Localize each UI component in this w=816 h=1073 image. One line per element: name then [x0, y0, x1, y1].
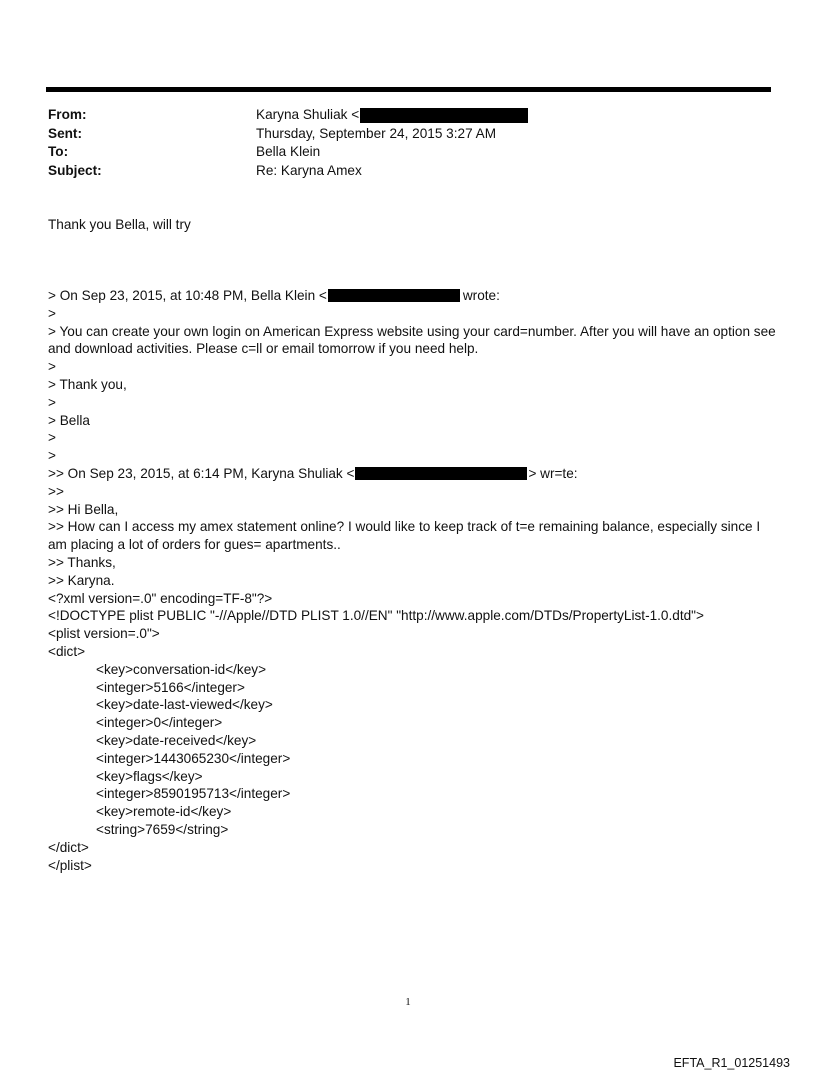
- to-row: [48, 143, 528, 162]
- redaction-box: [328, 289, 460, 302]
- plist-line: <key>date-last-viewed</key>: [96, 697, 273, 713]
- plist-line: <integer>8590195713</integer>: [96, 786, 291, 802]
- email-header: [48, 106, 528, 180]
- quoted-line: >: [48, 305, 56, 321]
- plist-line: </plist>: [48, 857, 92, 873]
- subject-row: [48, 162, 528, 181]
- quoted-line: >: [48, 448, 56, 464]
- plist-line: <?xml version=.0" encoding=TF-8"?>: [48, 590, 273, 606]
- from-row: [48, 106, 528, 125]
- to-label: To:: [48, 144, 69, 159]
- redaction-box: [360, 108, 528, 123]
- subject-label: Subject:: [48, 162, 102, 178]
- sent-value: Thursday, September 24, 2015 3:27 AM: [256, 125, 497, 141]
- quoted-attribution: > On Sep 23, 2015, at 10:48 PM, Bella Klein <: [48, 288, 327, 303]
- quoted-line: >: [48, 430, 56, 446]
- bates-number: EFTA_R1_01251493: [673, 1056, 790, 1070]
- reply-body: [48, 216, 778, 234]
- quoted-attribution: >> On Sep 23, 2015, at 6:14 PM, Karyna Shuliak <: [48, 465, 355, 481]
- quoted-line: > Bella: [48, 412, 90, 428]
- from-value: [256, 106, 528, 125]
- plist-line: </dict>: [48, 839, 89, 855]
- to-value: Bella Klein: [256, 144, 321, 159]
- from-label: From:: [48, 107, 87, 122]
- plist-line: <integer>0</integer>: [96, 715, 223, 731]
- quoted-line: >> Karyna.: [48, 572, 115, 588]
- plist-line: <key>remote-id</key>: [96, 804, 232, 820]
- redaction-box: [355, 467, 527, 480]
- plist-line: <key>flags</key>: [96, 768, 203, 784]
- quoted-line: >> How can I access my amex statement online? I would like to keep track of t=e remaining balance, especially since I am placing a lot of orders for gues= apartments..: [48, 519, 761, 553]
- subject-value: Re: Karyna Amex: [256, 162, 362, 178]
- quoted-line: [48, 465, 778, 483]
- plist-line: <dict>: [48, 643, 86, 659]
- plist-line: <integer>1443065230</integer>: [96, 750, 291, 766]
- quoted-line: >: [48, 394, 56, 410]
- quoted-attribution-end: wrote:: [462, 288, 500, 303]
- sent-label: Sent:: [48, 125, 82, 141]
- quoted-line: [48, 287, 778, 305]
- quoted-line: >> Thanks,: [48, 554, 116, 570]
- plist-line: <integer>5166</integer>: [96, 679, 245, 695]
- quoted-line: > Thank you,: [48, 376, 127, 392]
- quoted-line: >: [48, 359, 56, 375]
- plist-line: <key>conversation-id</key>: [96, 661, 267, 677]
- plist-line: <!DOCTYPE plist PUBLIC "-//Apple//DTD PLIST 1.0//EN" "http://www.apple.com/DTDs/PropertyList-1.0.dtd">: [48, 608, 704, 624]
- quoted-attribution-end: > wr=te:: [528, 465, 578, 481]
- quoted-line: >> Hi Bella,: [48, 501, 119, 517]
- plist-line: <plist version=.0">: [48, 626, 160, 642]
- page-number: 1: [405, 996, 411, 1008]
- from-name: Karyna Shuliak <: [256, 107, 360, 122]
- quoted-thread: [48, 287, 778, 874]
- sent-row: [48, 125, 528, 144]
- reply-text: Thank you Bella, will try: [48, 217, 191, 232]
- plist-line: <key>date-received</key>: [96, 732, 257, 748]
- header-rule: [46, 87, 771, 92]
- plist-line: <string>7659</string>: [96, 821, 229, 837]
- quoted-line: > You can create your own login on American Express website using your card=number. After you will have an option see and download activities. Please c=ll or email tomorrow if you need help.: [48, 323, 776, 357]
- quoted-line: >>: [48, 483, 64, 499]
